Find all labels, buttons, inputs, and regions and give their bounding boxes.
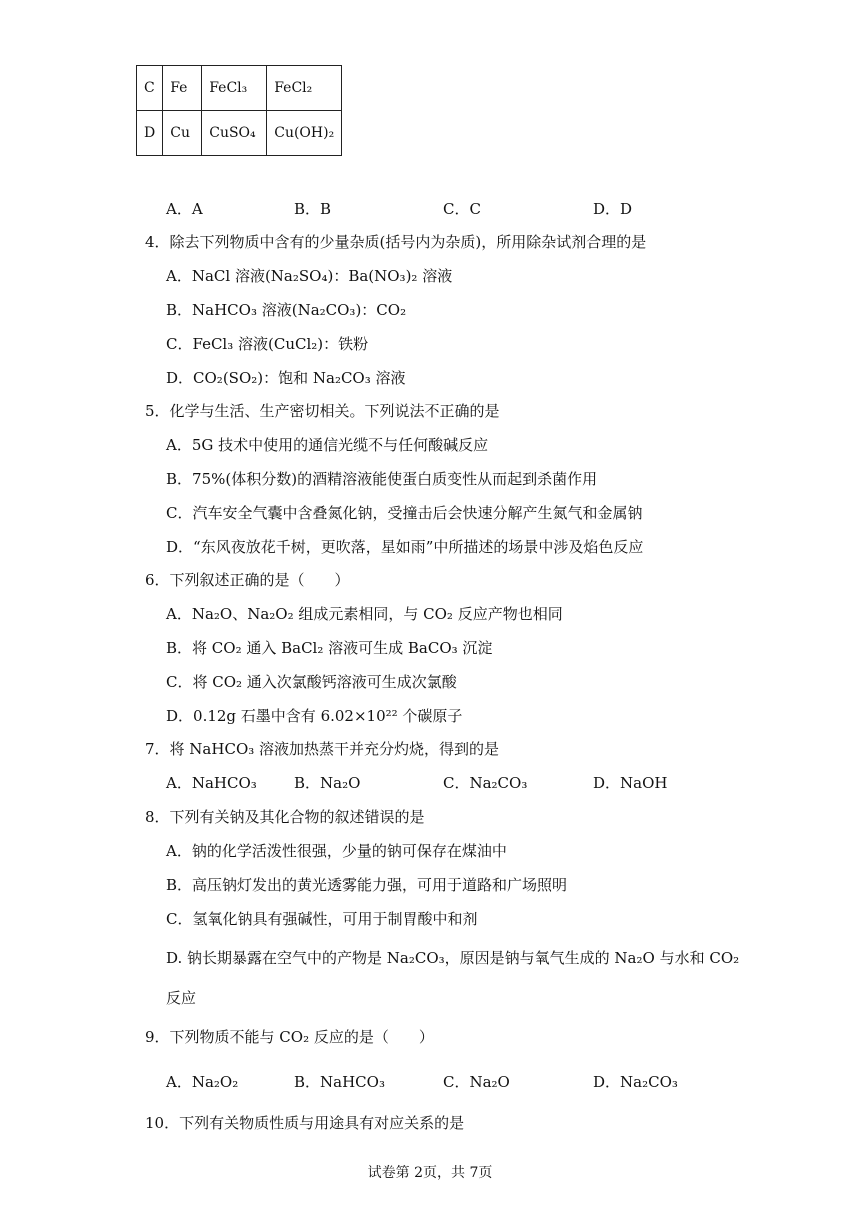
q5-option-a: A．5G 技术中使用的通信光缆不与任何酸碱反应: [166, 436, 489, 454]
q9-option-a: A．Na₂O₂: [166, 1073, 239, 1091]
table-cell: D: [137, 111, 163, 156]
table-cell: Cu(OH)₂: [267, 111, 342, 156]
table-cell: CuSO₄: [202, 111, 267, 156]
q6-option-d: D．0.12g 石墨中含有 6.02×10²² 个碳原子: [166, 707, 463, 725]
q9-stem: 9．下列物质不能与 CO₂ 反应的是（ ）: [145, 1028, 434, 1046]
q3-option-d: D．D: [593, 200, 633, 218]
q8-option-a: A．钠的化学活泼性很强，少量的钠可保存在煤油中: [166, 842, 507, 860]
q8-option-b: B．高压钠灯发出的黄光透雾能力强，可用于道路和广场照明: [166, 876, 568, 894]
table-cell: FeCl₂: [267, 66, 342, 111]
table-cell: FeCl₃: [202, 66, 267, 111]
q4-option-b: B．NaHCO₃ 溶液(Na₂CO₃)：CO₂: [166, 301, 407, 319]
q6-stem: 6．下列叙述正确的是（ ）: [145, 571, 350, 589]
q3-option-a: A．A: [166, 200, 203, 218]
table-row: [137, 66, 342, 111]
q8-option-d: D. 钠长期暴露在空气中的产物是 Na₂CO₃，原因是钠与氧气生成的 Na₂O 与水和 CO₂: [166, 949, 740, 967]
q7-option-b: B．Na₂O: [294, 774, 361, 792]
q5-stem: 5．化学与生活、生产密切相关。下列说法不正确的是: [145, 402, 500, 420]
q9-option-b: B．NaHCO₃: [294, 1073, 385, 1091]
q4-option-d: D．CO₂(SO₂)：饱和 Na₂CO₃ 溶液: [166, 369, 406, 387]
q5-option-d: D．“东风夜放花千树，更吹落，星如雨”中所描述的场景中涉及焰色反应: [166, 538, 644, 556]
q4-option-c: C．FeCl₃ 溶液(CuCl₂)：铁粉: [166, 335, 369, 353]
table-cell: Cu: [163, 111, 202, 156]
q8-stem: 8．下列有关钠及其化合物的叙述错误的是: [145, 808, 425, 826]
q5-option-b: B．75%(体积分数)的酒精溶液能使蛋白质变性从而起到杀菌作用: [166, 470, 598, 488]
q7-stem: 7．将 NaHCO₃ 溶液加热蒸干并充分灼烧，得到的是: [145, 740, 500, 758]
options-table: [136, 65, 342, 156]
q4-stem: 4．除去下列物质中含有的少量杂质(括号内为杂质)，所用除杂试剂合理的是: [145, 233, 647, 251]
table-cell: C: [137, 66, 163, 111]
page-footer: 试卷第 2页，共 7页: [367, 1165, 493, 1181]
q6-option-b: B．将 CO₂ 通入 BaCl₂ 溶液可生成 BaCO₃ 沉淀: [166, 639, 493, 657]
q10-stem: 10．下列有关物质性质与用途具有对应关系的是: [145, 1114, 465, 1132]
q7-option-c: C．Na₂CO₃: [443, 774, 528, 792]
q3-option-b: B．B: [294, 200, 332, 218]
q9-option-d: D．Na₂CO₃: [593, 1073, 678, 1091]
q7-option-d: D．NaOH: [593, 774, 668, 792]
q4-option-a: A．NaCl 溶液(Na₂SO₄)：Ba(NO₃)₂ 溶液: [166, 267, 453, 285]
q6-option-c: C．将 CO₂ 通入次氯酸钙溶液可生成次氯酸: [166, 673, 457, 691]
q9-option-c: C．Na₂O: [443, 1073, 510, 1091]
table-cell: Fe: [163, 66, 202, 111]
q5-option-c: C．汽车安全气囊中含叠氮化钠，受撞击后会快速分解产生氮气和金属钠: [166, 504, 643, 522]
table-row: [137, 111, 342, 156]
q7-option-a: A．NaHCO₃: [166, 774, 257, 792]
q8-option-c: C．氢氧化钠具有强碱性，可用于制胃酸中和剂: [166, 910, 478, 928]
q3-option-c: C．C: [443, 200, 481, 218]
q8-option-d-continued: 反应: [166, 989, 197, 1007]
q6-option-a: A．Na₂O、Na₂O₂ 组成元素相同，与 CO₂ 反应产物也相同: [166, 605, 563, 623]
